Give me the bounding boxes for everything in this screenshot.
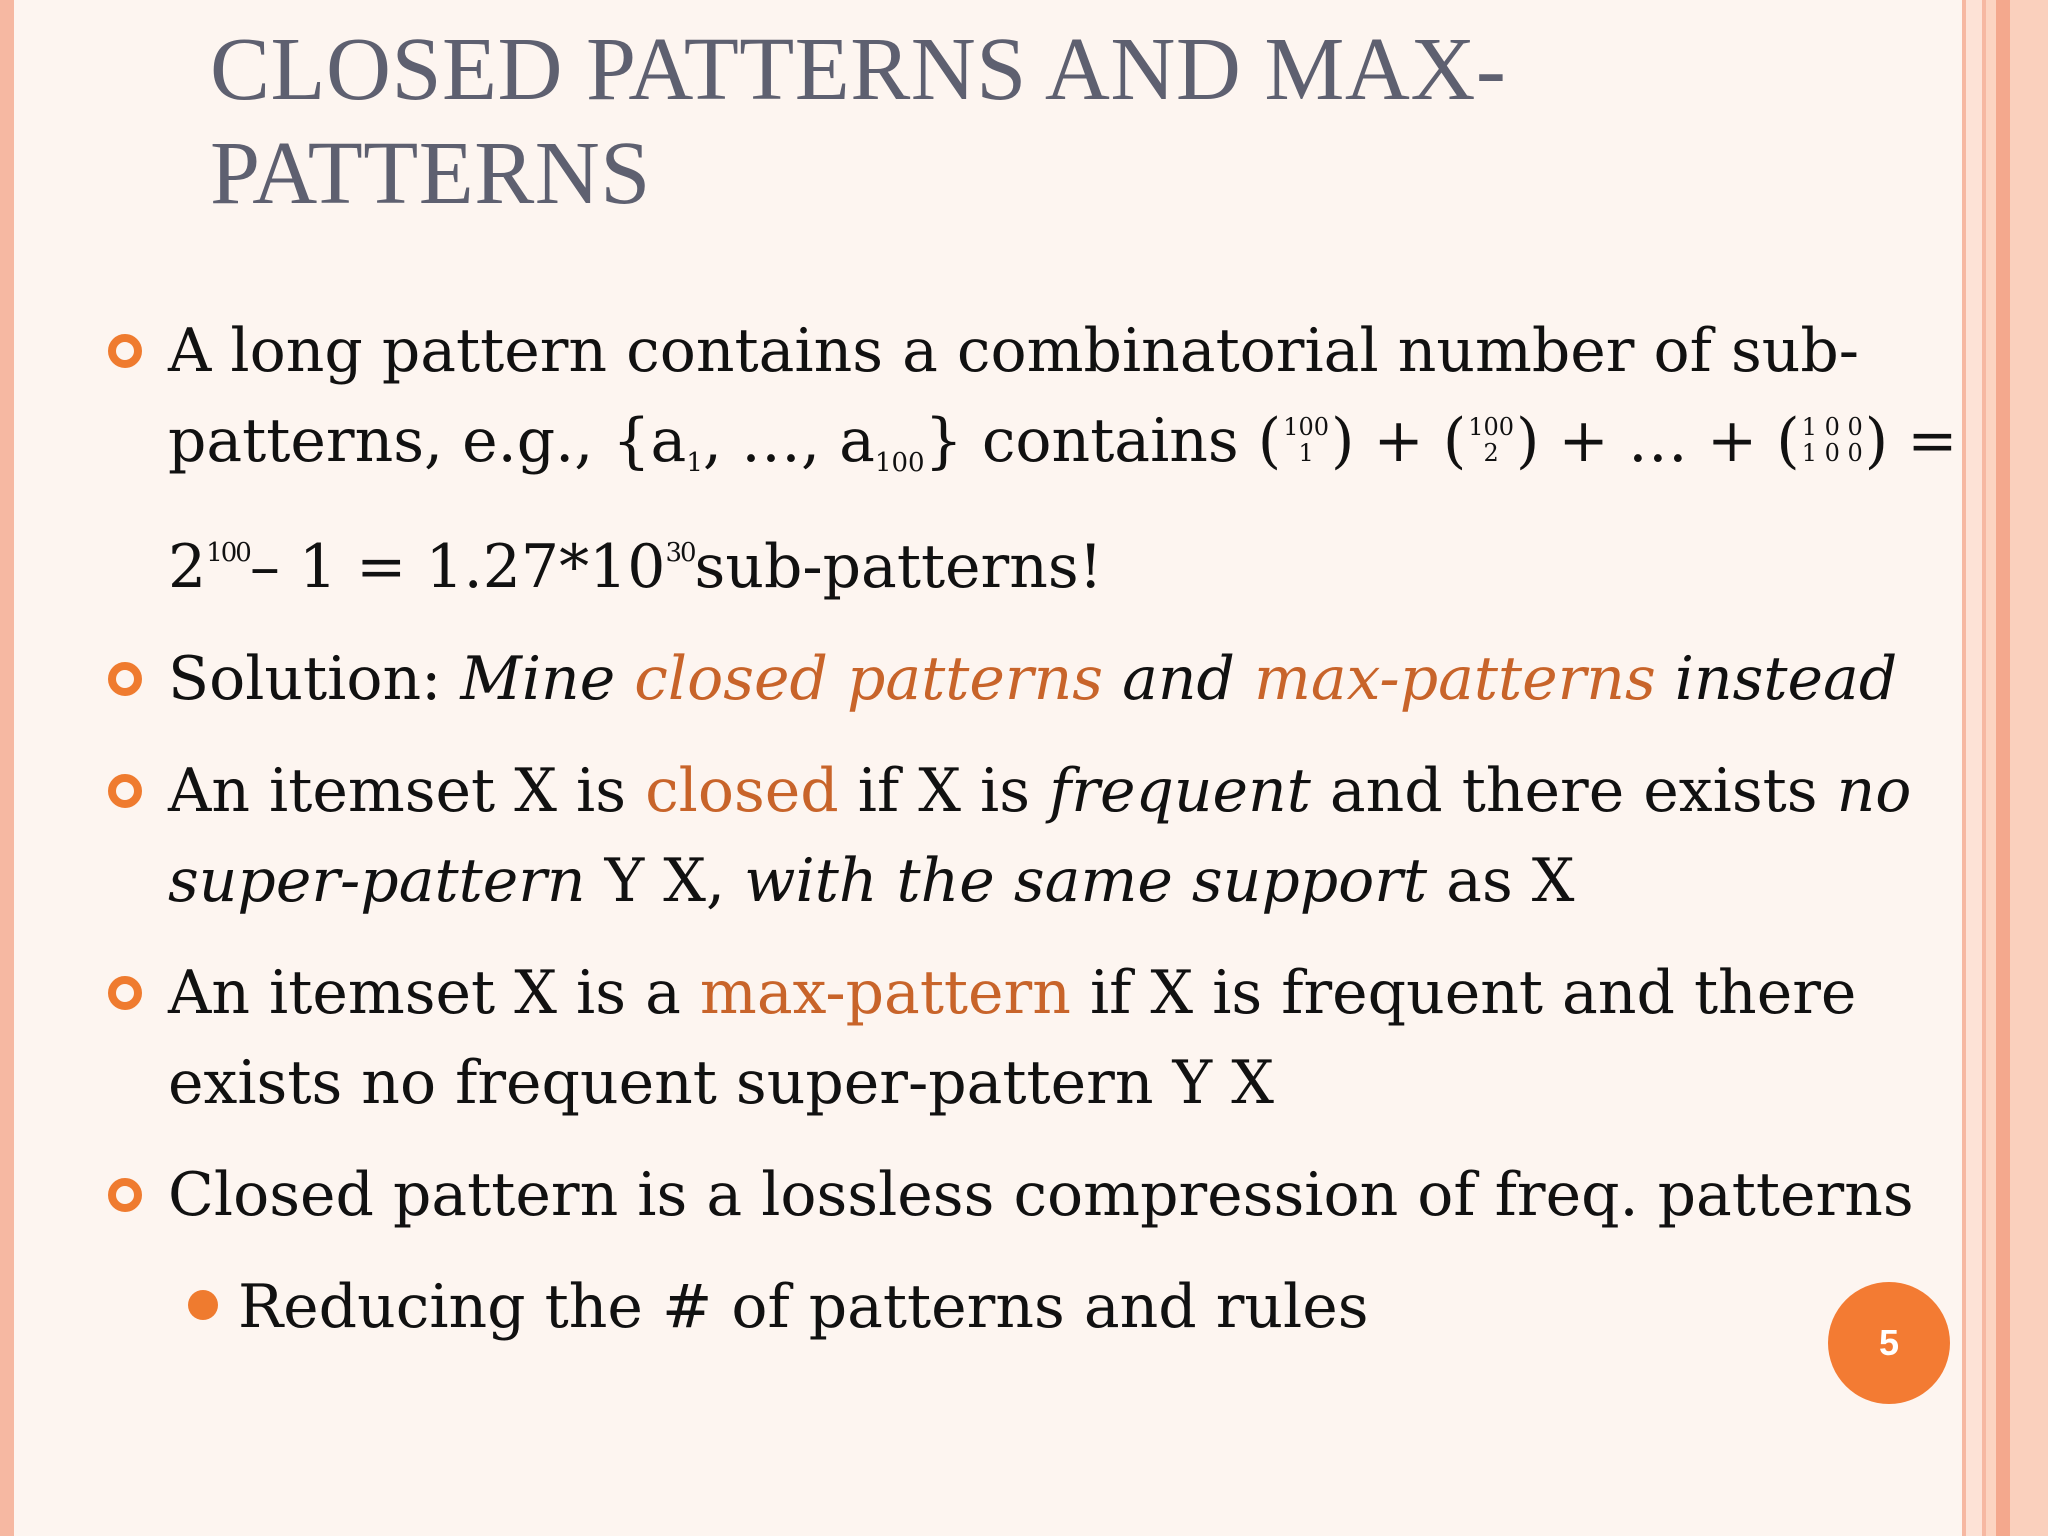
emphasis-text: instead — [1655, 644, 1898, 714]
bullet-text: if X is frequent and there exists no frequent super-pattern Y X — [168, 958, 1857, 1118]
highlight-term: closed — [645, 756, 839, 826]
bullet-text: if X is — [838, 756, 1050, 826]
bullet-list — [108, 306, 1958, 1352]
bullet-text: ) + ( — [1331, 406, 1467, 476]
emphasis-text: frequent — [1049, 756, 1311, 826]
bullet-text: Y X, — [585, 846, 745, 916]
highlight-term: closed patterns — [634, 644, 1104, 714]
binomial-coefficient — [1283, 414, 1329, 466]
sub-bullet-item — [188, 1262, 2038, 1352]
subscript: 1 — [686, 448, 703, 478]
bullet-text: and there exists — [1310, 756, 1837, 826]
bullet-text: } contains ( — [924, 406, 1282, 476]
bullet-text: An itemset X is — [168, 756, 646, 826]
binomial-top: 1 0 0 — [1801, 413, 1863, 441]
highlight-term: max-patterns — [1253, 644, 1656, 714]
emphasis-text: with the same support — [744, 846, 1428, 916]
binomial-bottom: 2 — [1483, 439, 1499, 467]
ring-bullet-icon — [108, 662, 142, 696]
binomial-top: 100 — [1283, 413, 1329, 441]
bullet-text: ) = 2 — [168, 406, 1958, 602]
highlight-term: max-pattern — [699, 958, 1071, 1028]
bullet-item — [108, 948, 1958, 1128]
ring-bullet-icon — [108, 976, 142, 1010]
binomial-coefficient — [1468, 414, 1514, 466]
emphasis-text: and — [1103, 644, 1254, 714]
ring-bullet-icon — [108, 334, 142, 368]
bullet-text: A long pattern contains a combinatorial number of sub-patterns, e.g., {a — [168, 316, 1860, 476]
bullet-text: Closed pattern is a lossless compression of freq. patterns — [168, 1160, 1914, 1230]
superscript: 30 — [665, 538, 695, 568]
superscript: 100 — [206, 538, 250, 568]
binomial-coefficient — [1802, 414, 1863, 466]
bullet-text: Solution: — [168, 644, 461, 714]
bullet-text: ) + … + ( — [1516, 406, 1800, 476]
bullet-item — [108, 634, 1958, 724]
binomial-bottom: 1 0 0 — [1801, 439, 1863, 467]
bullet-text: An itemset X is a — [168, 958, 700, 1028]
bullet-item — [108, 306, 1958, 612]
bullet-text: sub-patterns! — [694, 532, 1103, 602]
subscript: 100 — [874, 448, 925, 478]
sub-bullet-text: Reducing the # of patterns and rules — [238, 1272, 1369, 1342]
binomial-top: 100 — [1468, 413, 1515, 441]
emphasis-text: no super-pattern — [168, 756, 1912, 916]
ring-bullet-icon — [108, 774, 142, 808]
page-number-badge: 5 — [1828, 1282, 1950, 1404]
filled-bullet-icon — [188, 1290, 218, 1320]
bullet-text: as X — [1427, 846, 1575, 916]
bullet-item — [108, 746, 1958, 926]
binomial-bottom: 1 — [1298, 439, 1314, 467]
left-decorative-stripe — [0, 0, 14, 1536]
bullet-item — [108, 1150, 1958, 1240]
bullet-text: , …, a — [702, 406, 875, 476]
emphasis-text: Mine — [460, 644, 635, 714]
slide-title: CLOSED PATTERNS AND MAX-PATTERNS — [210, 20, 1507, 223]
bullet-text: – 1 = 1.27*10 — [249, 532, 666, 602]
ring-bullet-icon — [108, 1178, 142, 1212]
